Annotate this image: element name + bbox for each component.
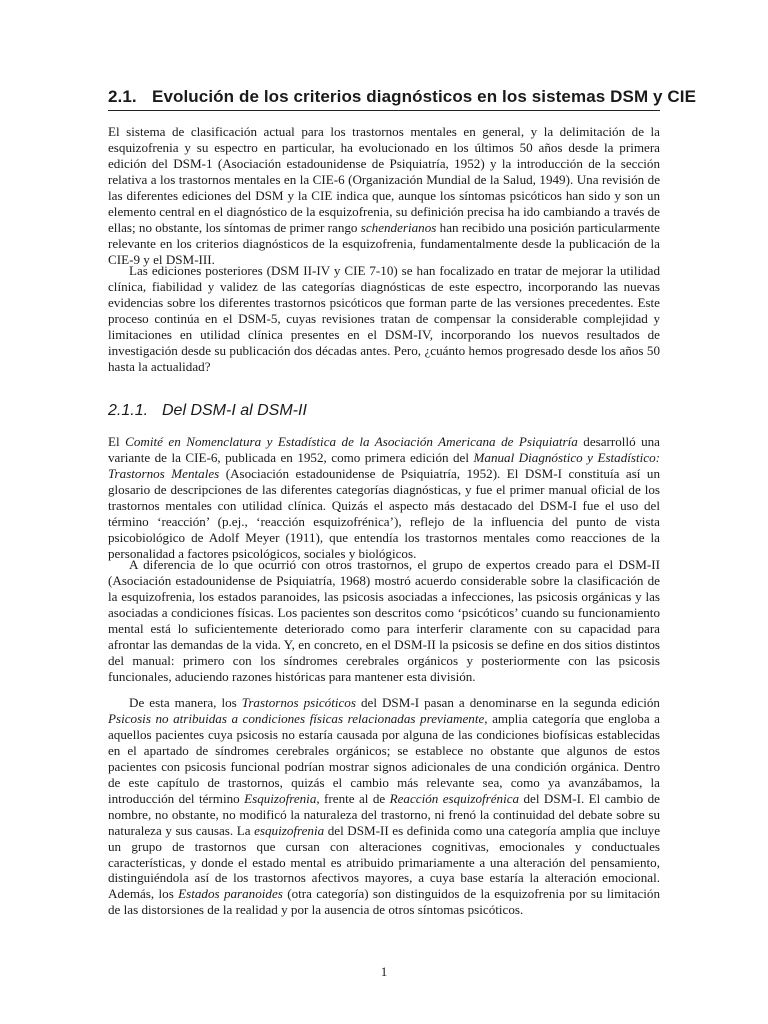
text-run: del DSM-I pasan a denominarse en la segunda edición xyxy=(355,695,660,710)
text-run: , amplia categoría que engloba a aquellos pacientes cuya psicosis no estaría causada por alguna de las condiciones biofísicas establecidas en el apartado de síndromes cerebrales orgánicos; se establece no obstante que algunos de estos pacientes con psicosis funcional podrían mostrar signos adicionales de una condición orgánica. Dentro de este capítulo de trastornos, quizás el cambio más relevante sea, como ya avanzábamos, la introducción del término xyxy=(108,710,660,806)
text-run: El sistema de clasificación actual para los trastornos mentales en general, y la delimitación de la esquizofrenia y su espectro en particular, ha evolucionado en los últimos 50 años desde la primera edición del DSM-1 (Asociación estadounidense de Psiquiatría, 1952) y la introducción de la sección relativa a los trastornos mentales en la CIE-6 (Organización Mundial de la Salud, 1949). Una revisión de las diferentes ediciones del DSM y la CIE indica que, aunque los síntomas psicóticos han sido y son un elemento central en el diagnóstico de la esquizofrenia, su definición precisa ha ido cambiando a través de ellas; no obstante, los síntomas de primer rango xyxy=(108,124,660,235)
italic-term: Estados paranoides xyxy=(178,886,283,902)
subsection-number: 2.1.1. xyxy=(108,402,149,419)
text-run: han recibido una posición particularmente relevante en los criterios diagnósticos de la esquizofrenia, fundamentalmente desde la publicación de la CIE-9 y el DSM-III. xyxy=(108,219,660,267)
text-run: A diferencia de lo que ocurrió con otros trastornos, el grupo de expertos creado para el DSM-II (Asociación estadounidense de Psiquiatría, 1968) mostró acuerdo considerable sobre la clasificación de la esquizofrenia, los estados paranoides, las psicosis asociadas a infecciones, las psicosis orgánicas y las asociadas a condiciones físicas. Los pacientes son descritos como ‘psicóticos’ cuando su funcionamiento mental está lo suficientemente deteriorado como para interferir claramente con su capacidad para afrontar las demandas de la vida. Y, en concreto, en el DSM-II la psicosis se define en dos sitios distintos del manual: primero con los síndromes cerebrales orgánicos y posteriormente con las psicosis funcionales, aduciendo razones históricas para mantener esta división. xyxy=(108,557,660,684)
page-number: 1 xyxy=(380,964,388,979)
text-run: (otra categoría) son distinguidos de la esquizofrenia por su limitación de las distorsiones de la realidad y por la ausencia de otros síntomas psicóticos. xyxy=(108,886,660,918)
text-run: del DSM-II es definida como una categoría amplia que incluye un grupo de trastornos que cursan con alteraciones cognitivas, emocionales y conductuales características, y donde el estado mental es atribuido primariamente a una alteración del pensamiento, distinguiéndola así de los trastornos afectivos mayores, a cuya base estaría la alteración emocional. Además, los xyxy=(108,822,660,902)
text-run: De esta manera, los xyxy=(129,695,242,710)
italic-term: Psicosis no atribuidas a condiciones físicas relacionadas previamente xyxy=(108,710,485,726)
section-title-text: Evolución de los criterios diagnósticos en los sistemas DSM y CIE xyxy=(152,87,697,106)
text-run: del DSM-I. El cambio de nombre, no obstante, no modificó la naturaleza del trastorno, ni frenó la continuidad del debate sobre su naturaleza y sus causas. La xyxy=(108,790,660,838)
italic-term: Trastornos psicóticos xyxy=(241,695,356,710)
italic-term: esquizofrenia xyxy=(254,822,325,838)
text-run: desarrolló una variante de la CIE-6, publicada en 1952, como primera edición del xyxy=(108,434,660,465)
text-run: Las ediciones posteriores (DSM II-IV y CIE 7-10) se han focalizado en tratar de mejorar la utilidad clínica, fiabilidad y validez de las categorías diagnósticas de este espectro, incorporando las nuevas evidencias sobre los diferentes trastornos psicóticos que forman parte de las versiones precedentes. Este proceso continúa en el DSM-5, cuyas revisiones tratan de compensar la considerable complejidad y limitaciones en utilidad clínica presentes en el DSM-IV, incorporando los nuevos resultados de investigación desde su publicación dos décadas antes. Pero, ¿cuánto hemos progresado desde los años 50 hasta la actualidad? xyxy=(108,263,660,374)
paragraph-intro-2 xyxy=(108,263,660,375)
italic-term: Reacción esquizofrénica xyxy=(389,790,520,806)
paragraph-sub-2 xyxy=(108,557,660,685)
paragraph-sub-3 xyxy=(108,695,660,918)
heading-rule xyxy=(108,110,660,111)
subsection-title-text: Del DSM-I al DSM-II xyxy=(162,402,307,419)
section-number: 2.1. xyxy=(108,87,137,106)
italic-term: Manual Diagnóstico y Estadístico: Trastornos Mentales xyxy=(108,449,661,481)
text-run: (Asociación estadounidense de Psiquiatría, 1952). El DSM-I constituía así un glosario de descripciones de las diferentes categorías diagnósticas, y fue el primer manual oficial de los trastornos mentales con utilidad clínica. Quizás el aspecto más destacado del DSM-I fue el uso del término ‘reacción’ (p.ej., ‘reacción esquizofrénica’), reflejo de la influencia del punto de vista psicobiológico de Adolf Meyer (1911), que entendía los trastornos mentales como reacciones de la personalidad a factores psicológicos, sociales y biológicos. xyxy=(108,465,660,561)
subsection-heading xyxy=(108,400,307,422)
paragraph-sub-1 xyxy=(108,434,660,562)
paragraph-intro-1 xyxy=(108,124,660,268)
italic-term: schenderianos xyxy=(360,219,437,235)
text-run: El xyxy=(108,434,126,449)
text-run: , frente al de xyxy=(316,790,390,806)
section-heading xyxy=(108,86,697,108)
italic-term: Esquizofrenia xyxy=(244,790,317,806)
italic-term: Comité en Nomenclatura y Estadística de la Asociación Americana de Psiquiatría xyxy=(125,434,578,449)
